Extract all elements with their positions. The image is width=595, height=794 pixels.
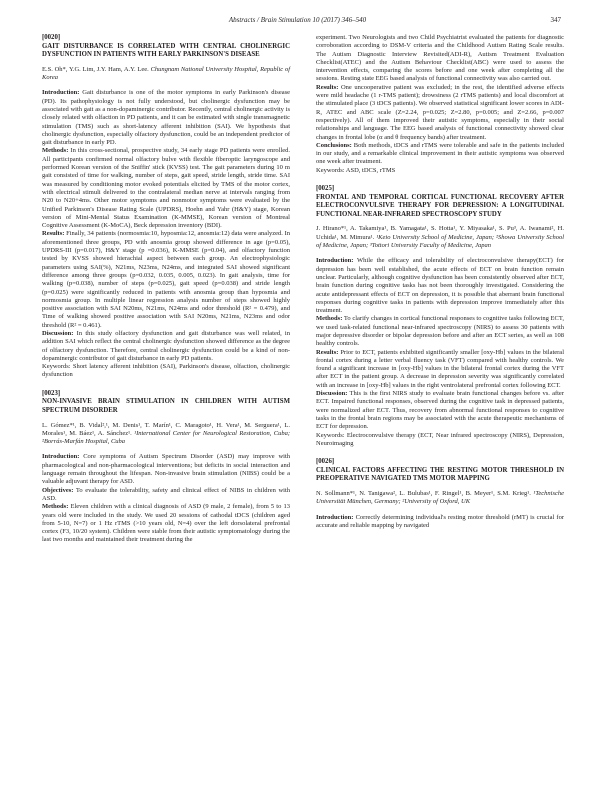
keywords: Keywords: ASD, tDCS, rTMS [316, 166, 396, 174]
section-label: Introduction: [316, 257, 354, 265]
results-section [316, 84, 564, 142]
introduction-section [316, 257, 564, 315]
page-number: 347 [550, 16, 561, 24]
journal-citation: Abstracts / Brain Stimulation 10 (2017) 346–540 [228, 16, 367, 24]
section-label: Methods: [42, 147, 69, 155]
section-label: Introduction: [316, 513, 354, 521]
abstract-title: FRONTAL AND TEMPORAL CORTICAL FUNCTIONAL RECOVERY AFTER ELECTROCONVULSIVE THERAPY FOR DEPRESSION: A LONGITUDINAL FUNCTIONAL NEAR-INFRARED SPECTROSCOPY STUDY [316, 193, 564, 218]
keywords: Keywords: Electroconvulsive therapy (ECT, Near infrared spectroscopy (NIRS), Depression, Neuroimaging [316, 431, 564, 447]
abstract-authors [316, 490, 564, 507]
continued-text: experiment. Two Neurologists and two Child Psychiatrist evaluated the patients for diagnostic corroboration according to DSM-V criteria and the Childhood Autism Rating Scale results. The Autism Diagnostic Interview Revisited(ADI-R), Autism Treatment Evaluation Checklist(ATEC) and the Autism Behaviour Checklist(ABC) were used to assess the intervention effects, comparing the scores before and one week after completing all the sessions. Resting state EEG based analysis of functional connectivity was also carried out. [316, 34, 564, 83]
affiliation: ¹Technische Universität München, Germany; ²University of Oxford, UK [316, 489, 565, 506]
section-text: While the efficacy and tolerability of electroconvulsive therapy(ECT) for depression has been well established, the acute effects of ECT on brain function remain unclear. Particularly, although cognitive dysfunction has been consistently observed after ECT, brain function during cognitive tasks has not been thoroughly investigated. Considering the acute antidepressant effects of ECT on depression, it is possible that aberrant brain functional responses during cognitive tasks in patients with depression improve immediately after this treatment. [316, 257, 564, 315]
author-list: J. Hirano*¹, A. Takamiya¹, B. Yamagata¹, S. Hotta¹, Y. Miyasaka¹, S. Pu³, A. Iwanami², H. Uchida¹, M. Mimura¹. [316, 225, 564, 241]
methods-section [316, 315, 564, 348]
section-label: Methods: [316, 315, 343, 323]
abstract-authors [316, 225, 564, 250]
abstract-code: [0026] [316, 458, 335, 466]
introduction-section [316, 514, 564, 531]
abstract-0026 [316, 458, 564, 530]
left-column [42, 34, 290, 555]
section-label: Results: [42, 230, 65, 238]
section-text: In this cross-sectional, prospective study, 34 early stage PD patients were enrolled. All participants confirmed normal olfactory bulve with flexible fiberoptic laryngoscope and performed Korean version of the Sniffin' stick (KVSS) test. The gait parameters during 10 m gait consisted of time for walking, number of steps, gait speed, stride length, stride time. SAI was measured by conditioning motor evoked potentials elicited by TMS of the motor cortex, with electrical stimuli delivered to the contralateral median nerve at intervals ranging from N20 to N20+4ms. Other motor symptoms and nonmotor symptoms were evaluated by the Unified Parkinson's Disease Rating Scale (UPDRS), Hoehn and Yahr (H&Y) stage, Korean version of Mini-Mental Status Examination (K-MMSE), Korean version of Montreal Cognitive Assessment (K-MoCA), Beck depression inventory (BDI). [42, 147, 291, 230]
section-label: Discussion: [316, 390, 348, 398]
abstract-authors [42, 422, 290, 447]
methods-section [42, 147, 290, 230]
right-column [316, 34, 564, 540]
methods-section [42, 503, 290, 544]
abstract-title: GAIT DISTURBANCE IS CORRELATED WITH CENTRAL CHOLINERGIC DYSFUNCTION IN PATIENTS WITH EARLY PARKINSON'S DISEASE [42, 42, 290, 59]
running-header [0, 16, 595, 28]
section-text: Correctly determining individual's resting motor threshold (rMT) is crucial for accurate and reliable mapping by navigated [316, 513, 565, 529]
abstract-0023-continued [316, 34, 564, 175]
discussion-section [316, 390, 564, 431]
section-text: In this study olfactory dysfunction and gait disturbance was well related, in addition SAI which reflect the central cholinergic dysfunction showed difference as the degree of olfactory dysfunction. Therefore, central cholinergic dysfunction could be a kind of non-dopaminergic contributor of gait disturbance in early PD patients. [42, 329, 290, 362]
discussion-section [42, 330, 290, 363]
abstract-title: CLINICAL FACTORS AFFECTING THE RESTING MOTOR THRESHOLD IN PREOPERATIVE NAVIGATED TMS MOTOR MAPPING [316, 466, 564, 483]
affiliation: ¹International Center for Neurological Restoration, Cuba; ²Borrás-Marfán Hospital, Cuba [42, 429, 291, 446]
introduction-section [42, 89, 290, 147]
section-text: Finally, 34 patients (normosmia:10, hyposmia:12, anosmia:12) data were analyzed. In aforementioned three groups, PD with anosmia group showed difference in age (p=0.05), UPDRS-III (p=0.017), H&Y stage (p =0.036), K-MMSE (p=0.04), and olfactory function tested by KVSS showed hierachial aspect between each group. An electrophysiologic parameters using SAI(%), N21ms, N23ms, N24ms, and integrated SAI showed significant difference among three groups (p=0.032, 0.035, 0.005, 0.023). In gait analysis, time for walking (p=0.038), number of steps (p=0.025), gait speed (p=0.038) and stride length (p=0.025) were significantly reduced in patients with anosmia group than hyposmia and normosmia group. In multiple linear regression analysis number of steps showed highly positive association with SAI N20ms, N21ms, N24ms and odor threshold (R² = 0.479), and Time of walking showed positive association with SAI N20ms, N21ms, N23ms and odor threshold (R² = 0.461). [42, 230, 291, 329]
abstract-code: [0023] [42, 389, 61, 397]
results-section [316, 349, 564, 390]
section-text: This is the first NIRS study to evaluate brain functional changes before vs. after ECT. Impaired functional responses, observed during the cognitive task in depressed patients, were normalized after ECT. Thus, recovery from abnormal functional responses to cognitive tasks in the frontal brain regions may be associated with the acute therapeutic mechanisms of ECT for depression. [316, 390, 564, 431]
abstract-code: [0020] [42, 34, 61, 41]
author-list: L. Gómez*¹, B. Vidal²,¹, M. Denis¹, T. Marín¹, C. Maragoto¹, H. Vera¹, M. Serguera¹, L. Morales¹, M. Báez¹, A. Sánchez¹. [42, 421, 290, 437]
introduction-section [42, 453, 290, 486]
abstract-0023 [42, 390, 290, 545]
section-text: Eleven children with a clinical diagnosis of ASD (9 male, 2 female), from 5 to 13 years old were included in the study. We used 20 sessions of cathodal tDCS (children aged from 5-10, N=7) or 1 Hz rTMS (>10 years old, N=4) over the left dorsolateral prefrontal cortex (F3, 10/20 system). Children were stable from their autistic symptomatology during the last two months and maintained their treatment during the [42, 503, 291, 544]
author-list: N. Sollmann*¹, N. Tanigawa², L. Bulubas¹, F. Ringel¹, B. Meyer¹, S.M. Krieg¹. [316, 489, 531, 497]
section-text: Gait disturbance is one of the motor symptoms in early Parkinson's disease (PD). Its pathophysiology is not fully understood, but cholinergic dysfunction may be associated with gait as a non-dopaminergic contributor. Recently, central cholinergic activity is closely related with olfaction in PD patients, and it can be estimated with single transmagnetic stimulation (TMS) such as short-latency afferent inhibition (SAI). We hypothesis that cholinergic dysfunction, especially olfactory dysfunction, could be an independent predictor of gait disturbance in early PD. [42, 89, 290, 147]
author-list: E.S. Oh*, Y.G. Lim, J.Y. Ham, A.Y. Lee. [42, 65, 149, 73]
section-label: Methods: [42, 503, 69, 511]
section-label: Discussion: [42, 329, 74, 337]
section-text: One uncooperative patient was excluded; in the rest, the identified adverse effects were mild headache (1 r-TMS patient); drowsiness (2 rTMS patients) and local discomfort at the stimulated place (3 tDCS patients). We observed statistical significant lower scores in ADI-R, ATEC and ABC scale (Z=2.24, p=0.025; Z=2.80, p=0.005; and Z=2.66, p=0.007 respectively). All of them improved their autistic symptoms, especially in their social relationships and language. The EEG based analysis of functional connectivity showed clear changes in frontal lobe (α and θ frequency bands) after treatment. [316, 83, 565, 141]
section-text: Both methods, tDCS and rTMS were tolerable and safe in the patients included in our study, and a remarkable clinical improvement in their autistic symptoms was observed one week after treatment. [316, 141, 565, 166]
section-text: Core symptoms of Autism Spectrum Disorder (ASD) may improve with pharmacological and non-pharmacological interventions; but deficits in social interaction and language remain throughout the lifespan. Non-invasive brain stimulation (NIBS) could be a valuable adjuvant therapy for ASD. [42, 453, 290, 486]
keywords: Keywords: Short latency afferent inhibition (SAI), Parkinson's disease, olfaction, cholinergic dysfunction [42, 363, 290, 379]
abstract-code: [0025] [316, 185, 335, 193]
results-section [42, 230, 290, 330]
conclusions-section [316, 142, 564, 167]
section-label: Introduction: [42, 89, 80, 97]
section-text: To clarify changes in cortical functional responses to cognitive tasks following ECT, we used task-related functional near-infrared spectroscopy (NIRS) to assess 30 patients with major depressive disorder or bipolar depression before and after an ECT series, as well as 108 healthy controls. [316, 315, 564, 348]
abstract-title: NON-INVASIVE BRAIN STIMULATION IN CHILDREN WITH AUTISM SPECTRUM DISORDER [42, 398, 290, 414]
abstract-authors [42, 66, 290, 83]
abstract-0020 [42, 34, 290, 380]
section-label: Results: [316, 348, 339, 356]
abstract-0025 [316, 185, 564, 448]
section-text: Prior to ECT, patients exhibited significantly smaller [oxy-Hb] values in the bilateral frontal cortex during a letter verbal fluency task (VFT) compared with healthy controls. We found a significant increase in [oxy-Hb] values in the bilateral frontal cortex during the VFT after ECT in the patient group. A decrease in depression severity was significantly correlated with an increase in [oxy-Hb] values in the right ventrolateral prefrontal cortex following ECT. [316, 348, 564, 389]
section-label: Conclusions: [316, 141, 352, 149]
section-label: Objectives: [42, 486, 74, 494]
affiliation: Chungnam National University Hospital, Republic of Korea [42, 65, 291, 82]
section-label: Results: [316, 83, 339, 91]
objectives-section [42, 487, 290, 504]
section-text: To evaluate the tolerability, safety and clinical effect of NIBS in children with ASD. [42, 486, 290, 502]
section-label: Introduction: [42, 453, 80, 461]
affiliation: ¹Keio University School of Medicine, Japan; ²Showa University School of Medicine, Japan; ³Tottori University Faculty of Medicine, Japan [316, 233, 565, 250]
